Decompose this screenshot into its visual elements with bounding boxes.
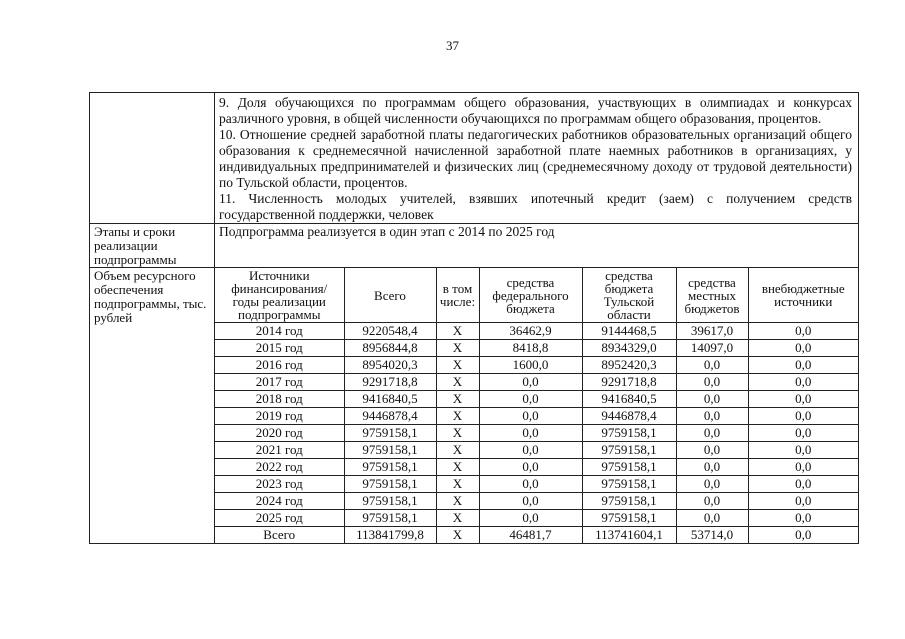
funding-cell-local: 53714,0 bbox=[676, 527, 748, 544]
funding-cell-federal: 0,0 bbox=[479, 476, 582, 493]
funding-cell-extrabudgetary: 0,0 bbox=[748, 408, 858, 425]
funding-cell-regional: 113741604,1 bbox=[582, 527, 676, 544]
funding-cell-total: 8954020,3 bbox=[344, 357, 436, 374]
funding-cell-federal: 36462,9 bbox=[479, 323, 582, 340]
funding-cell-regional: 9759158,1 bbox=[582, 442, 676, 459]
funding-cell-extrabudgetary: 0,0 bbox=[748, 323, 858, 340]
stages-cell bbox=[215, 224, 859, 268]
header-local-budgets: средства местных бюджетов bbox=[676, 268, 748, 323]
funding-cell-regional: 9291718,8 bbox=[582, 374, 676, 391]
funding-cell-federal: 0,0 bbox=[479, 408, 582, 425]
stages-text: Подпрограмма реализуется в один этап с 2014 по 2025 год bbox=[219, 224, 555, 239]
funding-cell-total: 9291718,8 bbox=[344, 374, 436, 391]
funding-cell-including: Х bbox=[436, 476, 479, 493]
funding-cell-including: Х bbox=[436, 408, 479, 425]
funding-cell bbox=[215, 268, 859, 544]
funding-cell-regional: 9759158,1 bbox=[582, 425, 676, 442]
funding-cell-extrabudgetary: 0,0 bbox=[748, 442, 858, 459]
funding-cell-year: 2022 год bbox=[215, 459, 344, 476]
header-sources: Источники финансирования/ годы реализации подпрограммы bbox=[215, 268, 344, 323]
funding-cell-federal: 0,0 bbox=[479, 374, 582, 391]
funding-cell-local: 0,0 bbox=[676, 493, 748, 510]
funding-cell-local: 14097,0 bbox=[676, 340, 748, 357]
funding-cell-including: Х bbox=[436, 493, 479, 510]
header-regional-budget: средства бюджета Тульской области bbox=[582, 268, 676, 323]
funding-cell-regional: 9759158,1 bbox=[582, 510, 676, 527]
funding-cell-extrabudgetary: 0,0 bbox=[748, 476, 858, 493]
indicators-label-cell bbox=[90, 93, 215, 224]
funding-cell-regional: 9759158,1 bbox=[582, 459, 676, 476]
funding-cell-total: 9759158,1 bbox=[344, 476, 436, 493]
funding-cell-extrabudgetary: 0,0 bbox=[748, 391, 858, 408]
header-extrabudgetary: внебюджетные источники bbox=[748, 268, 858, 323]
funding-cell-total: 9759158,1 bbox=[344, 425, 436, 442]
funding-cell-local: 0,0 bbox=[676, 459, 748, 476]
funding-table-body bbox=[215, 323, 858, 544]
funding-cell-total: 9759158,1 bbox=[344, 493, 436, 510]
header-federal-budget: средства федерального бюджета bbox=[479, 268, 582, 323]
funding-table-row bbox=[215, 340, 858, 357]
funding-cell-local: 0,0 bbox=[676, 425, 748, 442]
funding-cell-extrabudgetary: 0,0 bbox=[748, 374, 858, 391]
funding-label: Объем ресурсного обеспечения подпрограммы, тыс. рублей bbox=[90, 268, 215, 544]
funding-cell-total: 9446878,4 bbox=[344, 408, 436, 425]
funding-header-row bbox=[215, 268, 858, 323]
funding-cell-including: Х bbox=[436, 374, 479, 391]
funding-cell-year: 2024 год bbox=[215, 493, 344, 510]
funding-cell-year: 2015 год bbox=[215, 340, 344, 357]
funding-cell-federal: 0,0 bbox=[479, 442, 582, 459]
funding-table-row bbox=[215, 527, 858, 544]
funding-cell-including: Х bbox=[436, 323, 479, 340]
funding-cell-regional: 9416840,5 bbox=[582, 391, 676, 408]
funding-cell-extrabudgetary: 0,0 bbox=[748, 357, 858, 374]
indicator-11: 11. Численность молодых учителей, взявших ипотечный кредит (заем) с получением средств государственной поддержки, человек bbox=[219, 191, 852, 222]
funding-cell-regional: 9446878,4 bbox=[582, 408, 676, 425]
funding-table-row bbox=[215, 374, 858, 391]
funding-cell-year: 2014 год bbox=[215, 323, 344, 340]
funding-cell-federal: 0,0 bbox=[479, 391, 582, 408]
page-number: 37 bbox=[446, 38, 459, 53]
funding-cell-including: Х bbox=[436, 442, 479, 459]
funding-cell-federal: 0,0 bbox=[479, 459, 582, 476]
funding-cell-year: 2025 год bbox=[215, 510, 344, 527]
funding-cell-year: 2017 год bbox=[215, 374, 344, 391]
funding-cell-year: 2018 год bbox=[215, 391, 344, 408]
funding-cell-federal: 8418,8 bbox=[479, 340, 582, 357]
funding-table-row bbox=[215, 459, 858, 476]
funding-cell-including: Х bbox=[436, 391, 479, 408]
funding-cell-extrabudgetary: 0,0 bbox=[748, 425, 858, 442]
funding-cell-regional: 9759158,1 bbox=[582, 476, 676, 493]
funding-cell-extrabudgetary: 0,0 bbox=[748, 340, 858, 357]
funding-table-row bbox=[215, 408, 858, 425]
stages-row bbox=[90, 224, 859, 268]
funding-cell-local: 0,0 bbox=[676, 374, 748, 391]
funding-cell-including: Х bbox=[436, 357, 479, 374]
funding-cell-total: 8956844,8 bbox=[344, 340, 436, 357]
funding-cell-regional: 8952420,3 bbox=[582, 357, 676, 374]
funding-cell-year: 2016 год bbox=[215, 357, 344, 374]
program-passport-table bbox=[89, 92, 859, 544]
indicator-9: 9. Доля обучающихся по программам общего образования, участвующих в олимпиадах и конкурсах различного уровня, в общей численности обучающихся по программам общего образования, процентов. bbox=[219, 95, 852, 126]
funding-table-row bbox=[215, 476, 858, 493]
funding-table-row bbox=[215, 323, 858, 340]
funding-table-row bbox=[215, 425, 858, 442]
funding-cell-total: 9416840,5 bbox=[344, 391, 436, 408]
funding-cell-including: Х bbox=[436, 459, 479, 476]
funding-cell-local: 0,0 bbox=[676, 391, 748, 408]
funding-cell-extrabudgetary: 0,0 bbox=[748, 493, 858, 510]
header-including: в том числе: bbox=[436, 268, 479, 323]
funding-cell-regional: 8934329,0 bbox=[582, 340, 676, 357]
funding-cell-local: 0,0 bbox=[676, 408, 748, 425]
indicators-row bbox=[90, 93, 859, 224]
funding-table bbox=[215, 268, 858, 543]
funding-table-row bbox=[215, 391, 858, 408]
funding-cell-extrabudgetary: 0,0 bbox=[748, 527, 858, 544]
funding-cell-local: 0,0 bbox=[676, 357, 748, 374]
funding-cell-year: 2019 год bbox=[215, 408, 344, 425]
funding-row bbox=[90, 268, 859, 544]
funding-cell-total: 9759158,1 bbox=[344, 510, 436, 527]
funding-cell-including: Х bbox=[436, 510, 479, 527]
header-total: Всего bbox=[344, 268, 436, 323]
funding-cell-local: 0,0 bbox=[676, 476, 748, 493]
funding-cell-total: 9220548,4 bbox=[344, 323, 436, 340]
funding-cell-extrabudgetary: 0,0 bbox=[748, 510, 858, 527]
funding-cell-regional: 9144468,5 bbox=[582, 323, 676, 340]
funding-cell-including: Х bbox=[436, 425, 479, 442]
funding-table-row bbox=[215, 510, 858, 527]
funding-cell-extrabudgetary: 0,0 bbox=[748, 459, 858, 476]
stages-label: Этапы и сроки реализации подпрограммы bbox=[90, 224, 215, 268]
funding-cell-year: 2021 год bbox=[215, 442, 344, 459]
funding-cell-regional: 9759158,1 bbox=[582, 493, 676, 510]
funding-cell-federal: 0,0 bbox=[479, 493, 582, 510]
funding-cell-local: 0,0 bbox=[676, 510, 748, 527]
funding-table-row bbox=[215, 357, 858, 374]
funding-cell-local: 39617,0 bbox=[676, 323, 748, 340]
funding-cell-federal: 0,0 bbox=[479, 510, 582, 527]
funding-cell-total: 9759158,1 bbox=[344, 459, 436, 476]
funding-cell-local: 0,0 bbox=[676, 442, 748, 459]
funding-table-row bbox=[215, 442, 858, 459]
funding-cell-federal: 1600,0 bbox=[479, 357, 582, 374]
indicator-10: 10. Отношение средней заработной платы педагогических работников образовательных организаций общего образования к среднемесячной начисленной заработной плате наемных работников в организациях, у индивидуальных предпринимателей и физических лиц (среднемесячному доходу от трудовой деятельности) по Тульской области, процентов. bbox=[219, 127, 852, 190]
indicators-cell bbox=[215, 93, 859, 224]
funding-cell-including: Х bbox=[436, 340, 479, 357]
funding-cell-federal: 46481,7 bbox=[479, 527, 582, 544]
funding-cell-year: 2023 год bbox=[215, 476, 344, 493]
funding-cell-year: Всего bbox=[215, 527, 344, 544]
funding-cell-total: 113841799,8 bbox=[344, 527, 436, 544]
funding-cell-year: 2020 год bbox=[215, 425, 344, 442]
funding-cell-federal: 0,0 bbox=[479, 425, 582, 442]
funding-cell-total: 9759158,1 bbox=[344, 442, 436, 459]
funding-cell-including: Х bbox=[436, 527, 479, 544]
funding-table-row bbox=[215, 493, 858, 510]
